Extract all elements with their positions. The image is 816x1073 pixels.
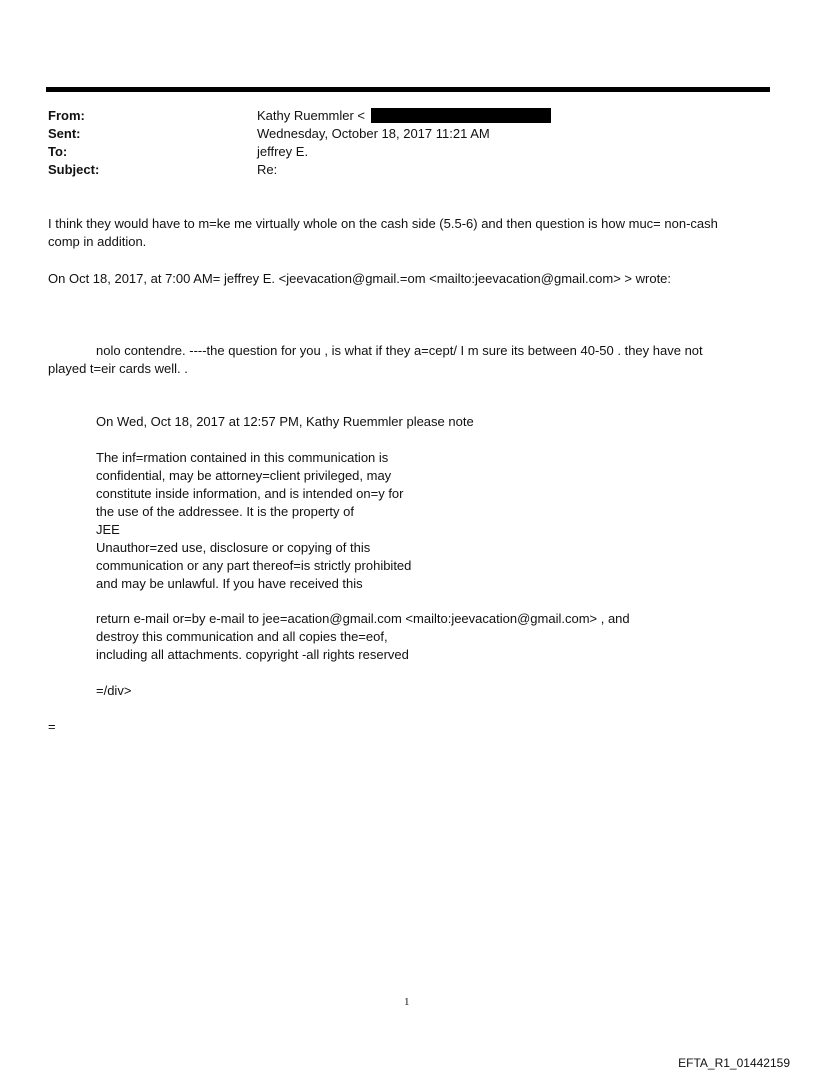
from-label: From: [48, 108, 85, 123]
nolo-line-2: played t=eir cards well. . [48, 361, 188, 376]
return-line: including all attachments. copyright -all rights reserved [96, 647, 409, 662]
subject-value: Re: [257, 162, 278, 177]
to-label: To: [48, 144, 68, 159]
disclaimer-block [96, 449, 411, 593]
from-name: Kathy Ruemmler < [257, 108, 366, 123]
reply-line-1: I think they would have to m=ke me virtually whole on the cash side (5.5-6) and then question is how muc= non-cash [48, 216, 718, 231]
disclaimer-line: constitute inside information, and is intended on=y for [96, 486, 404, 501]
inner-quote-header: On Wed, Oct 18, 2017 at 12:57 PM, Kathy Ruemmler please note [96, 414, 474, 429]
disclaimer-line: JEE [96, 522, 120, 537]
disclaimer-line: confidential, may be attorney=client privileged, may [96, 468, 392, 483]
trailing-equals: = [48, 719, 56, 734]
disclaimer-line: Unauthor=zed use, disclosure or copying of this [96, 540, 371, 555]
reply-paragraph [48, 215, 718, 251]
reply-line-2: comp in addition. [48, 234, 147, 249]
return-block [96, 610, 630, 664]
bates-number: EFTA_R1_01442159 [678, 1056, 790, 1070]
page-number: 1 [404, 996, 410, 1008]
to-value: jeffrey E. [257, 144, 309, 159]
sent-label: Sent: [48, 126, 81, 141]
disclaimer-line: and may be unlawful. If you have received this [96, 576, 363, 591]
disclaimer-line: the use of the addressee. It is the property of [96, 504, 354, 519]
return-line: return e-mail or=by e-mail to jee=acation@gmail.com <mailto:jeevacation@gmail.com> , and [96, 611, 630, 626]
sent-value: Wednesday, October 18, 2017 11:21 AM [257, 126, 490, 141]
header-rule [46, 87, 770, 92]
redaction-box [371, 108, 551, 123]
subject-label: Subject: [48, 162, 100, 177]
nolo-line-1: nolo contendre. ----the question for you , is what if they a=cept/ I m sure its between 40-50 . they have not [96, 343, 703, 358]
disclaimer-line: communication or any part thereof=is strictly prohibited [96, 558, 412, 573]
disclaimer-line: The inf=rmation contained in this communication is [96, 450, 389, 465]
nolo-paragraph [48, 342, 703, 378]
return-line: destroy this communication and all copies the=eof, [96, 629, 388, 644]
div-close-text: =/div> [96, 683, 132, 698]
from-value [257, 107, 551, 125]
quote-header: On Oct 18, 2017, at 7:00 AM= jeffrey E. <jeevacation@gmail.=om <mailto:jeevacation@gmail.com> > wrote: [48, 271, 672, 286]
